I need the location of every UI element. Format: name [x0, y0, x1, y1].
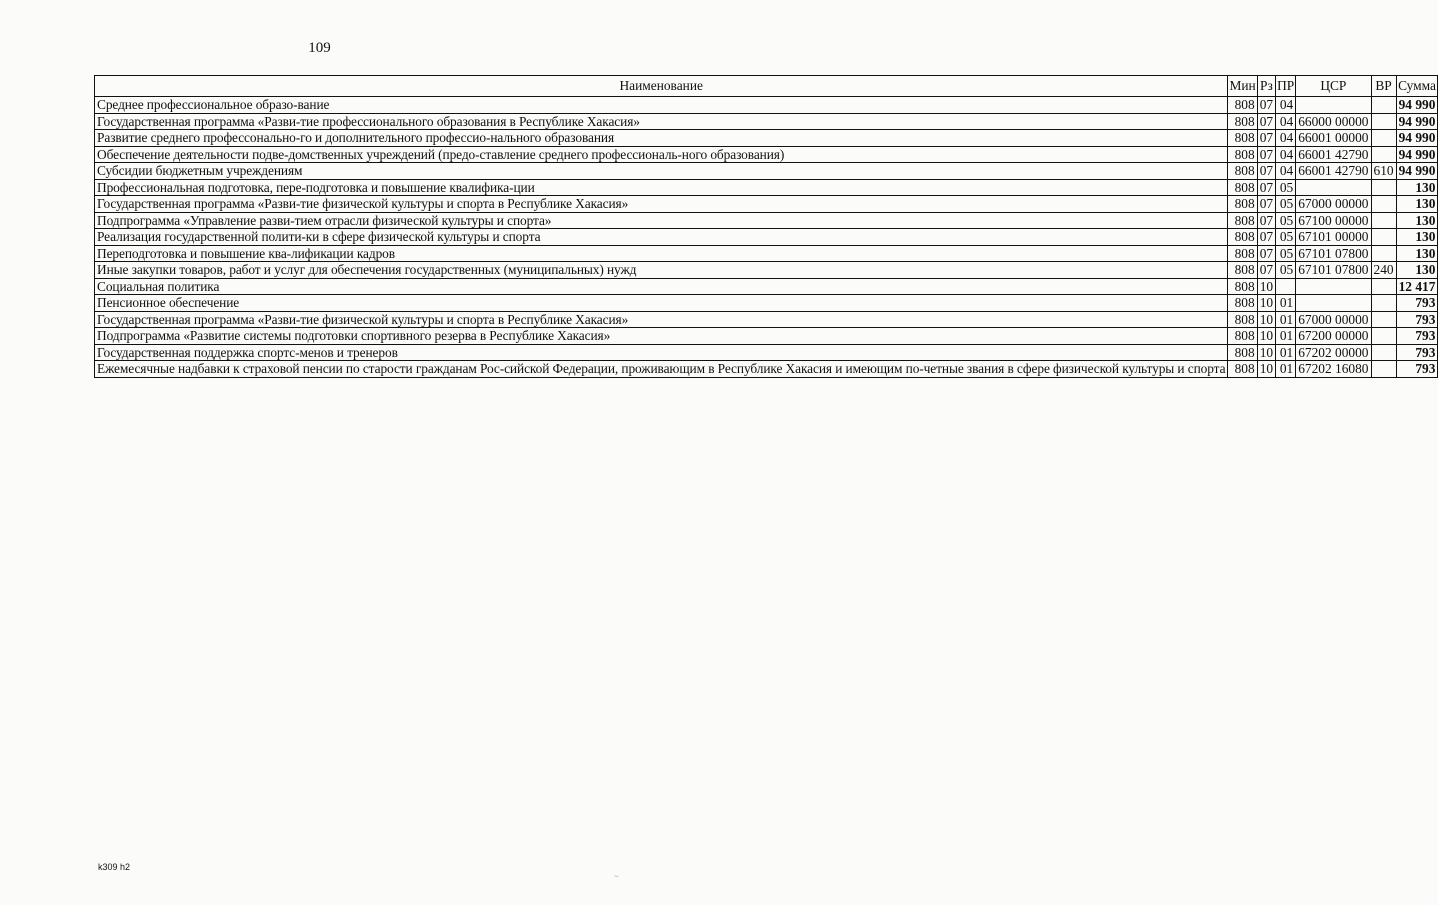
cell-name: Переподготовка и повышение ква-лификации кадров [95, 245, 1228, 262]
cell-vr [1371, 295, 1396, 312]
header-vr: ВР [1371, 76, 1396, 97]
header-name: Наименование [95, 76, 1228, 97]
cell-name: Социальная политика [95, 278, 1228, 295]
cell-vr [1371, 212, 1396, 229]
cell-min: 808 [1228, 295, 1257, 312]
cell-rz: 07 [1257, 130, 1275, 147]
cell-name: Подпрограмма «Управление разви-тием отрасли физической культуры и спорта» [95, 212, 1228, 229]
cell-csr: 67101 07800 [1296, 245, 1371, 262]
cell-rz: 10 [1257, 361, 1275, 378]
footer-code: k309 h2 [98, 862, 131, 872]
header-min: Мин [1228, 76, 1257, 97]
cell-rz: 10 [1257, 295, 1275, 312]
cell-min: 808 [1228, 245, 1257, 262]
cell-name: Обеспечение деятельности подве-домственных учреждений (предо-ставление среднего профессиональ-ного образования) [95, 146, 1228, 163]
header-pr: ПР [1276, 76, 1296, 97]
cell-min: 808 [1228, 278, 1257, 295]
cell-vr [1371, 179, 1396, 196]
page-number: 109 [308, 40, 331, 56]
cell-pr [1276, 278, 1296, 295]
header-csr: ЦСР [1296, 76, 1371, 97]
cell-pr: 01 [1276, 344, 1296, 361]
cell-sum: 793 [1396, 295, 1438, 312]
cell-min: 808 [1228, 179, 1257, 196]
cell-pr: 01 [1276, 361, 1296, 378]
cell-name: Подпрограмма «Развитие системы подготовки спортивного резерва в Республике Хакасия» [95, 328, 1228, 345]
cell-pr: 04 [1276, 163, 1296, 180]
cell-sum: 130 [1396, 196, 1438, 213]
cell-pr: 05 [1276, 212, 1296, 229]
cell-sum: 793 [1396, 361, 1438, 378]
corner-mark: ~ [614, 872, 619, 881]
cell-csr: 67101 00000 [1296, 229, 1371, 246]
cell-csr: 67000 00000 [1296, 311, 1371, 328]
cell-csr: 67200 00000 [1296, 328, 1371, 345]
cell-sum: 12 417 [1396, 278, 1438, 295]
cell-name: Государственная программа «Разви-тие физической культуры и спорта в Республике Хакасия» [95, 311, 1228, 328]
table-row [95, 311, 1438, 328]
cell-vr: 240 [1371, 262, 1396, 279]
cell-vr [1371, 113, 1396, 130]
cell-pr: 01 [1276, 311, 1296, 328]
table-row [95, 361, 1438, 378]
table-row [95, 113, 1438, 130]
cell-vr [1371, 344, 1396, 361]
cell-pr: 04 [1276, 97, 1296, 114]
cell-pr: 05 [1276, 196, 1296, 213]
cell-pr: 01 [1276, 328, 1296, 345]
table-row [95, 146, 1438, 163]
table-row [95, 262, 1438, 279]
cell-rz: 10 [1257, 344, 1275, 361]
cell-vr [1371, 311, 1396, 328]
cell-csr [1296, 278, 1371, 295]
cell-min: 808 [1228, 311, 1257, 328]
table-row [95, 229, 1438, 246]
cell-name: Развитие среднего профессонально-го и дополнительного профессио-нального образования [95, 130, 1228, 147]
cell-pr: 04 [1276, 130, 1296, 147]
cell-min: 808 [1228, 328, 1257, 345]
cell-vr [1371, 130, 1396, 147]
cell-csr: 67100 00000 [1296, 212, 1371, 229]
cell-sum: 130 [1396, 229, 1438, 246]
cell-vr [1371, 229, 1396, 246]
cell-sum: 793 [1396, 311, 1438, 328]
cell-name: Ежемесячные надбавки к страховой пенсии по старости гражданам Рос-сийской Федерации, проживающим в Республике Хакасия и имеющим по-четные звания в сфере физической культуры и спорта [95, 361, 1228, 378]
cell-csr [1296, 179, 1371, 196]
cell-sum: 130 [1396, 212, 1438, 229]
cell-sum: 94 990 [1396, 163, 1438, 180]
cell-min: 808 [1228, 212, 1257, 229]
cell-name: Государственная программа «Разви-тие физической культуры и спорта в Республике Хакасия» [95, 196, 1228, 213]
cell-min: 808 [1228, 262, 1257, 279]
header-sum: Сумма [1396, 76, 1438, 97]
cell-min: 808 [1228, 229, 1257, 246]
cell-rz: 07 [1257, 229, 1275, 246]
cell-name: Иные закупки товаров, работ и услуг для обеспечения государственных (муниципальных) нужд [95, 262, 1228, 279]
cell-sum: 130 [1396, 262, 1438, 279]
cell-min: 808 [1228, 97, 1257, 114]
cell-min: 808 [1228, 361, 1257, 378]
cell-csr: 67101 07800 [1296, 262, 1371, 279]
cell-rz: 10 [1257, 311, 1275, 328]
cell-pr: 04 [1276, 113, 1296, 130]
cell-pr: 04 [1276, 146, 1296, 163]
cell-csr [1296, 295, 1371, 312]
cell-rz: 07 [1257, 179, 1275, 196]
cell-rz: 07 [1257, 163, 1275, 180]
table-row [95, 196, 1438, 213]
table-row [95, 163, 1438, 180]
cell-pr: 05 [1276, 262, 1296, 279]
cell-csr: 67202 16080 [1296, 361, 1371, 378]
cell-min: 808 [1228, 113, 1257, 130]
cell-rz: 07 [1257, 196, 1275, 213]
cell-pr: 05 [1276, 245, 1296, 262]
cell-vr [1371, 361, 1396, 378]
cell-name: Профессиональная подготовка, пере-подготовка и повышение квалифика-ции [95, 179, 1228, 196]
table-row [95, 278, 1438, 295]
cell-vr [1371, 146, 1396, 163]
cell-rz: 10 [1257, 278, 1275, 295]
table-row [95, 130, 1438, 147]
cell-sum: 94 990 [1396, 146, 1438, 163]
cell-name: Государственная программа «Разви-тие профессионального образования в Республике Хакасия» [95, 113, 1228, 130]
cell-sum: 130 [1396, 179, 1438, 196]
cell-rz: 07 [1257, 262, 1275, 279]
header-rz: Рз [1257, 76, 1275, 97]
cell-sum: 94 990 [1396, 130, 1438, 147]
cell-vr [1371, 328, 1396, 345]
cell-csr: 66001 42790 [1296, 146, 1371, 163]
cell-name: Реализация государственной полити-ки в сфере физической культуры и спорта [95, 229, 1228, 246]
cell-csr: 66001 42790 [1296, 163, 1371, 180]
cell-rz: 07 [1257, 146, 1275, 163]
cell-pr: 05 [1276, 179, 1296, 196]
cell-name: Государственная поддержка спортс-менов и тренеров [95, 344, 1228, 361]
table-row [95, 212, 1438, 229]
table-row [95, 344, 1438, 361]
cell-csr: 67202 00000 [1296, 344, 1371, 361]
cell-sum: 94 990 [1396, 113, 1438, 130]
cell-name: Среднее профессиональное образо-вание [95, 97, 1228, 114]
cell-min: 808 [1228, 196, 1257, 213]
table-header-row [95, 76, 1438, 97]
cell-vr: 610 [1371, 163, 1396, 180]
cell-name: Пенсионное обеспечение [95, 295, 1228, 312]
cell-min: 808 [1228, 344, 1257, 361]
cell-name: Субсидии бюджетным учреждениям [95, 163, 1228, 180]
cell-rz: 07 [1257, 245, 1275, 262]
cell-rz: 07 [1257, 97, 1275, 114]
cell-csr: 66001 00000 [1296, 130, 1371, 147]
cell-pr: 05 [1276, 229, 1296, 246]
table-row [95, 295, 1438, 312]
cell-min: 808 [1228, 130, 1257, 147]
cell-vr [1371, 97, 1396, 114]
table-row [95, 179, 1438, 196]
cell-sum: 94 990 [1396, 97, 1438, 114]
cell-pr: 01 [1276, 295, 1296, 312]
table-row [95, 328, 1438, 345]
cell-rz: 07 [1257, 113, 1275, 130]
cell-sum: 793 [1396, 344, 1438, 361]
cell-sum: 130 [1396, 245, 1438, 262]
cell-rz: 07 [1257, 212, 1275, 229]
cell-csr: 66000 00000 [1296, 113, 1371, 130]
table-row [95, 245, 1438, 262]
cell-csr: 67000 00000 [1296, 196, 1371, 213]
cell-vr [1371, 278, 1396, 295]
cell-csr [1296, 97, 1371, 114]
table-row [95, 97, 1438, 114]
cell-vr [1371, 196, 1396, 213]
cell-vr [1371, 245, 1396, 262]
budget-table [94, 75, 1438, 378]
cell-min: 808 [1228, 163, 1257, 180]
cell-sum: 793 [1396, 328, 1438, 345]
cell-min: 808 [1228, 146, 1257, 163]
cell-rz: 10 [1257, 328, 1275, 345]
